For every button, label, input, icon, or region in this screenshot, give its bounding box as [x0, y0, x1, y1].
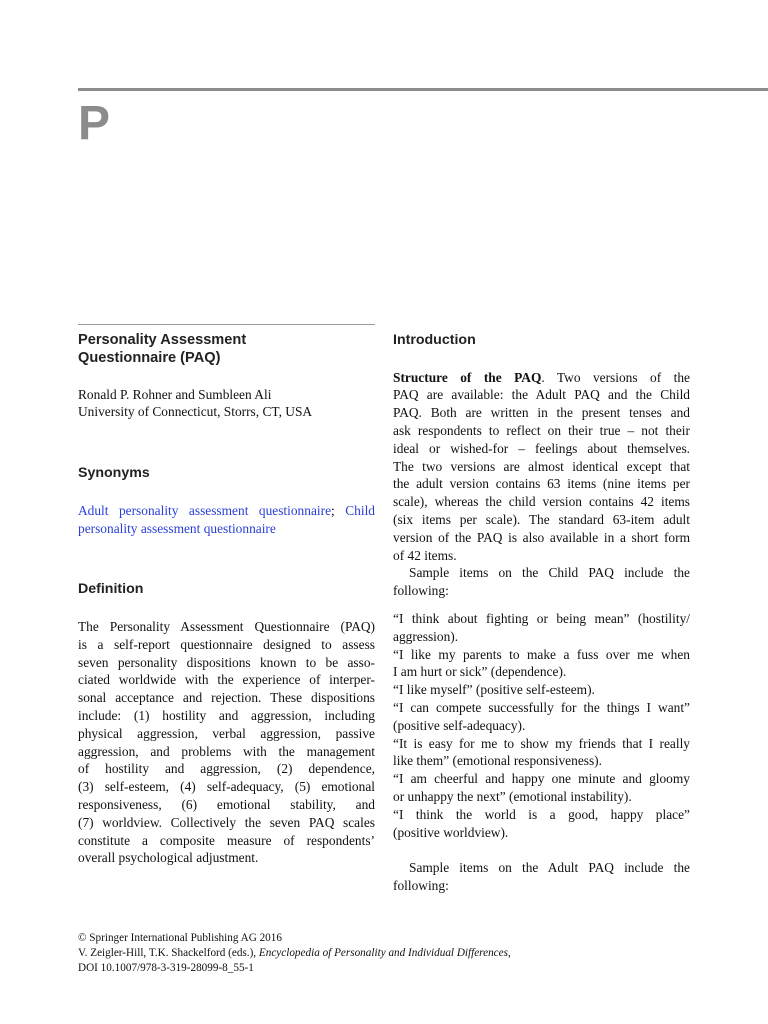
adult-sample-intro-last: following: — [393, 878, 449, 894]
item-line: (positive self-adequacy). — [393, 717, 526, 733]
doi-line: DOI 10.1007/978-3-319-28099-8_55-1 — [78, 962, 254, 975]
structure-line: version of the PAQ is also available in a short form — [393, 529, 690, 545]
definition-line: physical aggression, verbal aggression, passive — [78, 725, 375, 741]
right-column — [393, 324, 690, 895]
structure-line: (six items per scale). The standard 63-item adult — [393, 511, 690, 527]
synonym-link-adult[interactable]: Adult personality assessment questionnaire — [78, 502, 332, 518]
definition-line: (7) worldview. Collectively the seven PAQ scales — [78, 814, 375, 830]
synonyms-heading: Synonyms — [78, 465, 150, 482]
item-line: “I think the world is a good, happy place” — [393, 806, 690, 822]
definition-line: aggression, and problems with the management — [78, 743, 375, 759]
synonym-separator: ; — [331, 502, 335, 518]
adult-sample-intro: Sample items on the Adult PAQ include the — [409, 860, 690, 876]
title-rule — [78, 324, 375, 325]
definition-line: responsiveness, (6) emotional stability, and — [78, 796, 375, 812]
introduction-heading: Introduction — [393, 332, 476, 348]
definition-line: is a self-report questionnaire designed to assess — [78, 636, 375, 652]
child-items-list — [393, 610, 690, 841]
copyright-line: © Springer International Publishing AG 2016 — [78, 932, 282, 944]
structure-line: The two versions are almost identical except that — [393, 458, 690, 474]
synonym-link-child-b[interactable]: personality assessment questionnaire — [78, 520, 276, 536]
structure-line: PAQ are available: the Adult PAQ and the Child — [393, 387, 690, 403]
item-line: I am hurt or sick” (dependence). — [393, 664, 567, 680]
item-line: “I can compete successfully for the things I want” — [393, 699, 690, 715]
definition-line: ciated worldwide with the experience of interper- — [78, 672, 375, 688]
definition-line: seven personality dispositions known to be asso- — [78, 654, 375, 670]
structure-first-line — [393, 369, 690, 387]
list-item — [393, 770, 690, 806]
synonym-link-child-a[interactable]: Child — [345, 502, 375, 518]
structure-line: ideal or wished-for – feelings about themselves. — [393, 440, 690, 456]
definition-line: (3) self-esteem, (4) self-adequacy, (5) emotional — [78, 779, 375, 795]
structure-line: PAQ. Both are written in the present tenses and — [393, 405, 690, 421]
item-line: aggression). — [393, 628, 459, 644]
definition-line: of hostility and aggression, (2) dependence, — [78, 761, 375, 777]
item-line: “I like myself” (positive self-esteem). — [393, 682, 595, 698]
definition-line: sonal acceptance and rejection. These dispositions — [78, 690, 375, 706]
item-line: “I like my parents to make a fuss over me when — [393, 646, 690, 662]
item-line: like them” (emotional responsiveness). — [393, 753, 602, 769]
synonyms-list — [78, 502, 375, 538]
item-line: or unhappy the next” (emotional instability). — [393, 788, 632, 804]
child-sample-intro: Sample items on the Child PAQ include the — [409, 565, 690, 581]
article-title-line2: Questionnaire (PAQ) — [78, 349, 221, 366]
item-line: “I am cheerful and happy one minute and gloomy — [393, 771, 690, 787]
structure-line: ask respondents to reflect on their true – not their — [393, 422, 690, 438]
adult-sample-paragraph — [393, 859, 690, 895]
child-sample-intro-last: following: — [393, 583, 449, 599]
structure-last-line: of 42 items. — [393, 547, 457, 563]
structure-first-rest: . Two versions of the — [541, 369, 690, 385]
list-item — [393, 735, 690, 771]
author-block — [78, 386, 375, 422]
article-title-line1: Personality Assessment — [78, 332, 247, 348]
synonyms-line2 — [78, 520, 375, 538]
left-column — [78, 324, 375, 867]
citation-comma: , — [507, 947, 511, 960]
definition-line: constitute a composite measure of respondents’ — [78, 832, 375, 848]
structure-line: scale), whereas the child version contains 42 items — [393, 494, 690, 510]
book-title: Encyclopedia of Personality and Individual Differences — [258, 947, 508, 960]
list-item — [393, 806, 690, 842]
item-line: “I think about fighting or being mean” (hostility/ — [393, 610, 690, 626]
list-item — [393, 681, 690, 699]
top-rule — [78, 88, 768, 91]
page-footer — [78, 931, 698, 977]
structure-paragraph — [393, 369, 690, 600]
definition-last-line: overall psychological adjustment. — [78, 850, 259, 866]
item-line: “It is easy for me to show my friends that I really — [393, 735, 690, 751]
structure-line: the adult version contains 63 items (nine items per — [393, 476, 690, 492]
affiliation: University of Connecticut, Storrs, CT, USA — [78, 404, 313, 420]
definition-text — [78, 618, 375, 867]
definition-line: include: (1) hostility and aggression, including — [78, 707, 375, 723]
list-item — [393, 610, 690, 646]
section-letter: P — [78, 97, 111, 150]
list-item — [393, 699, 690, 735]
definition-line: The Personality Assessment Questionnaire (PAQ) — [78, 618, 375, 634]
synonyms-line1 — [78, 502, 375, 520]
article-title — [78, 332, 375, 368]
authors: Ronald P. Rohner and Sumbleen Ali — [78, 386, 272, 402]
item-line: (positive worldview). — [393, 824, 509, 840]
citation-line — [78, 946, 698, 961]
structure-label: Structure of the PAQ — [393, 369, 542, 385]
editors: V. Zeigler-Hill, T.K. Shackelford (eds.), — [78, 947, 257, 960]
list-item — [393, 646, 690, 682]
definition-heading: Definition — [78, 581, 144, 598]
